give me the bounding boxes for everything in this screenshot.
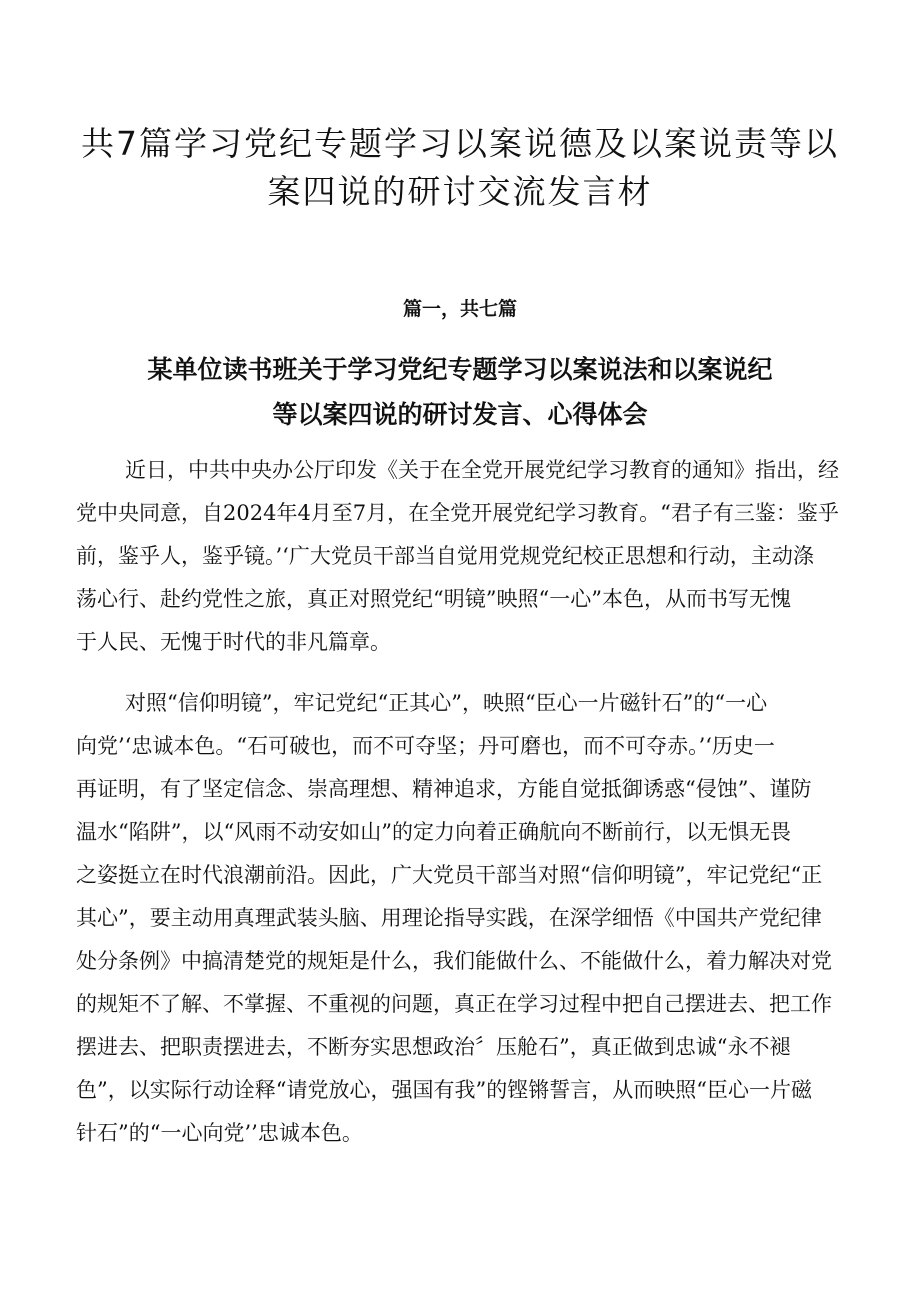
paragraph-line: 针石”的“一心向党’’忠诚本色。 bbox=[76, 1121, 363, 1145]
paragraph-line: 处分条例》中搞清楚党的规矩是什么，我们能做什么、不能做什么，着力解决对党 bbox=[76, 949, 832, 973]
paragraph-line: 的规矩不了解、不掌握、不重视的问题，真正在学习过程中把自己摆进去、把工作 bbox=[76, 992, 832, 1016]
paragraph-line: 向党’‘忠诚本色。“石可破也，而不可夺坚；丹可磨也，而不可夺赤。’‘历史一 bbox=[76, 734, 775, 758]
paragraph-line: 近日，中共中央办公厅印发《关于在全党开展党纪学习教育的通知》指出，经 bbox=[125, 458, 839, 482]
paragraph-line: 之姿挺立在时代浪潮前沿。因此，广大党员干部当对照“信仰明镜”，牢记党纪“正 bbox=[76, 863, 823, 887]
paragraph-line: 前，鉴乎人，鉴乎镜。’‘广大党员干部当自觉用党规党纪校正思想和行动，主动涤 bbox=[76, 544, 814, 568]
paragraph-line: 温水“陷阱”，以“风雨不动安如山”的定力向着正确航向不断前行，以无惧无畏 bbox=[76, 820, 791, 844]
paragraph-line: 荡心行、赴约党性之旅，真正对照党纪“明镜”映照“一心”本色，从而书写无愧 bbox=[76, 587, 791, 611]
paragraph-line: 其心”，要主动用真理武装头脑、用理论指导实践，在深学细悟《中国共产党纪律 bbox=[76, 906, 822, 930]
paragraph-line: 摆进去、把职责摆进去，不断夯实思想政治〞压舱石”，真正做到忠诚“永不褪 bbox=[76, 1035, 791, 1059]
paragraph-line: 再证明，有了坚定信念、崇高理想、精神追求，方能自觉抵御诱惑“侵蚀”、谨防 bbox=[76, 777, 812, 801]
document-title-line-2: 案四说的研讨交流发言材 bbox=[267, 172, 653, 211]
article-subtitle-line-1: 某单位读书班关于学习党纪专题学习以案说法和以案说纪 bbox=[147, 355, 773, 384]
section-label: 篇一，共七篇 bbox=[402, 298, 517, 320]
paragraph-line: 党中央同意，自2024年4月至7月，在全党开展党纪学习教育。“君子有三鉴：鉴乎 bbox=[76, 501, 839, 525]
paragraph-line: 于人民、无愧于时代的非凡篇章。 bbox=[76, 630, 391, 654]
paragraph-line: 色”，以实际行动诠释“请党放心，强国有我”的铿锵誓言，从而映照“臣心一片磁 bbox=[76, 1078, 812, 1102]
paragraph-line: 对照“信仰明镜”，牢记党纪“正其心”，映照“臣心一片磁针石”的“一心 bbox=[125, 691, 768, 715]
document-title-line-1: 共7篇学习党纪专题学习以案说德及以案说责等以 bbox=[81, 124, 839, 163]
article-subtitle-line-2: 等以案四说的研讨发言、心得体会 bbox=[272, 400, 648, 429]
